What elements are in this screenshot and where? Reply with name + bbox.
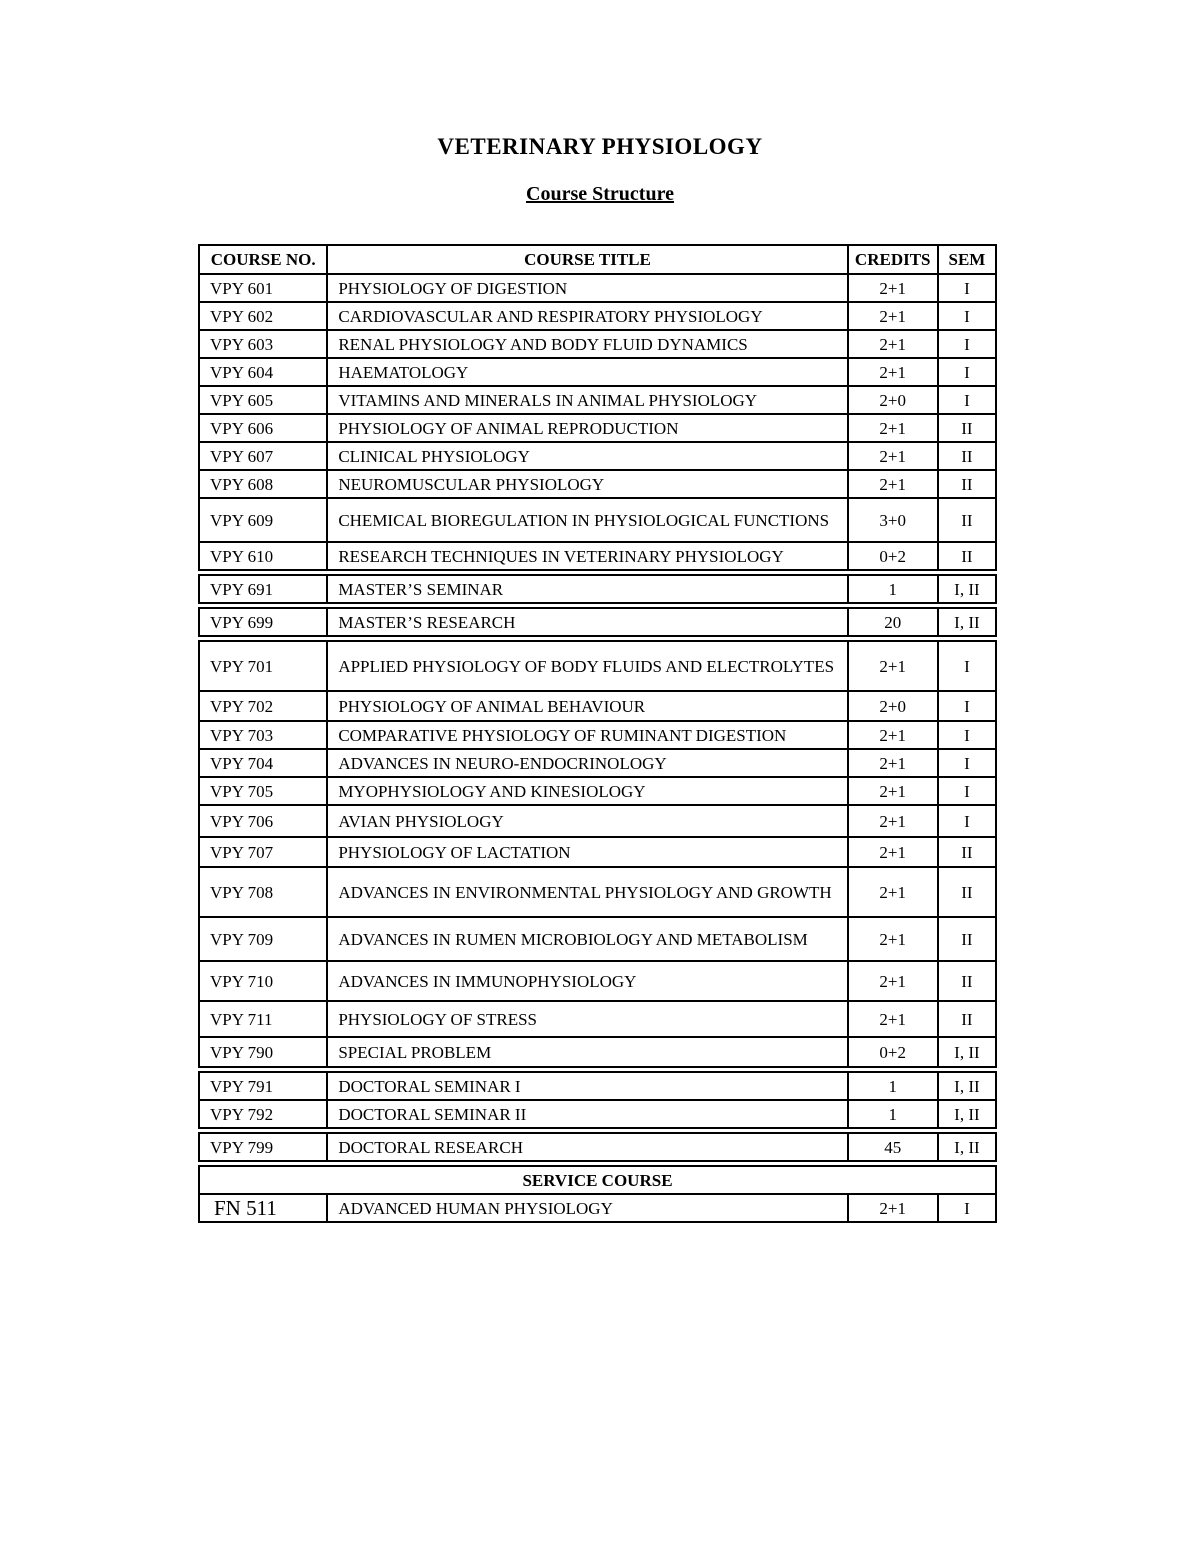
course-title-cell: RENAL PHYSIOLOGY AND BODY FLUID DYNAMICS [327, 330, 847, 358]
sem-cell: I, II [938, 1133, 996, 1161]
service-credits-cell: 2+1 [848, 1194, 938, 1222]
course-title-cell: PHYSIOLOGY OF STRESS [327, 1001, 847, 1037]
course-no-cell: VPY 608 [199, 470, 327, 498]
service-course-no-cell: FN 511 [199, 1194, 327, 1222]
course-title-cell: CHEMICAL BIOREGULATION IN PHYSIOLOGICAL FUNCTIONS [327, 498, 847, 542]
course-no-cell: VPY 704 [199, 749, 327, 777]
sem-cell: I [938, 805, 996, 837]
sem-cell: I, II [938, 1072, 996, 1100]
table-row [199, 302, 996, 330]
credits-cell: 2+1 [848, 805, 938, 837]
sem-cell: I, II [938, 575, 996, 603]
credits-cell: 2+1 [848, 470, 938, 498]
credits-cell: 2+1 [848, 302, 938, 330]
course-no-cell: VPY 791 [199, 1072, 327, 1100]
credits-cell: 45 [848, 1133, 938, 1161]
sem-cell: II [938, 414, 996, 442]
sem-cell: I [938, 330, 996, 358]
course-title-cell: VITAMINS AND MINERALS IN ANIMAL PHYSIOLOGY [327, 386, 847, 414]
course-no-cell: VPY 709 [199, 917, 327, 961]
sem-cell: I [938, 641, 996, 691]
table-row [199, 1100, 996, 1128]
credits-cell: 2+0 [848, 386, 938, 414]
credits-cell: 2+1 [848, 442, 938, 470]
course-no-cell: VPY 610 [199, 542, 327, 570]
table-row [199, 274, 996, 302]
course-no-cell: VPY 701 [199, 641, 327, 691]
course-no-cell: VPY 609 [199, 498, 327, 542]
course-no-cell: VPY 699 [199, 608, 327, 636]
course-no-cell: VPY 799 [199, 1133, 327, 1161]
course-title-cell: DOCTORAL SEMINAR I [327, 1072, 847, 1100]
course-no-cell: VPY 601 [199, 274, 327, 302]
table-row [199, 691, 996, 721]
course-no-cell: VPY 607 [199, 442, 327, 470]
course-title-cell: PHYSIOLOGY OF ANIMAL REPRODUCTION [327, 414, 847, 442]
course-no-cell: VPY 691 [199, 575, 327, 603]
credits-cell: 2+0 [848, 691, 938, 721]
sem-cell: II [938, 961, 996, 1001]
credits-cell: 2+1 [848, 961, 938, 1001]
course-no-cell: VPY 708 [199, 867, 327, 917]
course-title-cell: DOCTORAL SEMINAR II [327, 1100, 847, 1128]
sem-cell: II [938, 917, 996, 961]
credits-cell: 1 [848, 1100, 938, 1128]
course-no-cell: VPY 710 [199, 961, 327, 1001]
course-title-cell: COMPARATIVE PHYSIOLOGY OF RUMINANT DIGESTION [327, 721, 847, 749]
header-course-no: COURSE NO. [199, 245, 327, 274]
course-title-cell: DOCTORAL RESEARCH [327, 1133, 847, 1161]
course-no-cell: VPY 707 [199, 837, 327, 867]
sem-cell: II [938, 498, 996, 542]
table-row [199, 961, 996, 1001]
course-no-cell: VPY 711 [199, 1001, 327, 1037]
credits-cell: 2+1 [848, 749, 938, 777]
credits-cell: 2+1 [848, 330, 938, 358]
course-title-cell: RESEARCH TECHNIQUES IN VETERINARY PHYSIOLOGY [327, 542, 847, 570]
course-title-cell: CLINICAL PHYSIOLOGY [327, 442, 847, 470]
course-title-cell: PHYSIOLOGY OF DIGESTION [327, 274, 847, 302]
page-subtitle: Course Structure [526, 183, 674, 205]
sem-cell: II [938, 542, 996, 570]
table-row [199, 805, 996, 837]
course-table [198, 244, 997, 1223]
sem-cell: I [938, 691, 996, 721]
table-row [199, 1133, 996, 1161]
credits-cell: 2+1 [848, 358, 938, 386]
course-title-cell: ADVANCES IN IMMUNOPHYSIOLOGY [327, 961, 847, 1001]
course-no-cell: VPY 790 [199, 1037, 327, 1067]
table-row [199, 414, 996, 442]
service-course-row [199, 1194, 996, 1222]
sem-cell: I [938, 358, 996, 386]
table-row [199, 777, 996, 805]
table-row [199, 608, 996, 636]
service-course-heading-row [199, 1166, 996, 1194]
table-row [199, 837, 996, 867]
table-row [199, 867, 996, 917]
table-row [199, 358, 996, 386]
service-sem-cell: I [938, 1194, 996, 1222]
table-row [199, 1072, 996, 1100]
course-no-cell: VPY 603 [199, 330, 327, 358]
course-title-cell: PHYSIOLOGY OF ANIMAL BEHAVIOUR [327, 691, 847, 721]
sem-cell: I, II [938, 608, 996, 636]
sem-cell: II [938, 442, 996, 470]
course-title-cell: PHYSIOLOGY OF LACTATION [327, 837, 847, 867]
credits-cell: 1 [848, 1072, 938, 1100]
header-sem: SEM [938, 245, 996, 274]
credits-cell: 2+1 [848, 1001, 938, 1037]
table-row [199, 1037, 996, 1067]
table-row [199, 641, 996, 691]
sem-cell: II [938, 867, 996, 917]
credits-cell: 20 [848, 608, 938, 636]
sem-cell: I [938, 777, 996, 805]
course-no-cell: VPY 703 [199, 721, 327, 749]
course-no-cell: VPY 702 [199, 691, 327, 721]
course-title-cell: ADVANCES IN RUMEN MICROBIOLOGY AND METABOLISM [327, 917, 847, 961]
credits-cell: 2+1 [848, 274, 938, 302]
page-title: VETERINARY PHYSIOLOGY [437, 134, 763, 159]
credits-cell: 2+1 [848, 777, 938, 805]
table-row [199, 917, 996, 961]
course-no-cell: VPY 705 [199, 777, 327, 805]
sem-cell: I [938, 721, 996, 749]
course-no-cell: VPY 706 [199, 805, 327, 837]
table-row [199, 749, 996, 777]
course-title-cell: CARDIOVASCULAR AND RESPIRATORY PHYSIOLOGY [327, 302, 847, 330]
sem-cell: I, II [938, 1100, 996, 1128]
table-row [199, 498, 996, 542]
header-credits: CREDITS [848, 245, 938, 274]
course-title-cell: ADVANCES IN ENVIRONMENTAL PHYSIOLOGY AND GROWTH [327, 867, 847, 917]
table-row [199, 442, 996, 470]
table-row [199, 1001, 996, 1037]
sem-cell: I, II [938, 1037, 996, 1067]
course-title-cell: APPLIED PHYSIOLOGY OF BODY FLUIDS AND ELECTROLYTES [327, 641, 847, 691]
sem-cell: I [938, 749, 996, 777]
sem-cell: I [938, 274, 996, 302]
credits-cell: 0+2 [848, 542, 938, 570]
course-no-cell: VPY 604 [199, 358, 327, 386]
sem-cell: II [938, 1001, 996, 1037]
table-row [199, 386, 996, 414]
header-course-title: COURSE TITLE [327, 245, 847, 274]
course-title-cell: SPECIAL PROBLEM [327, 1037, 847, 1067]
course-title-cell: AVIAN PHYSIOLOGY [327, 805, 847, 837]
credits-cell: 1 [848, 575, 938, 603]
table-row [199, 575, 996, 603]
credits-cell: 2+1 [848, 867, 938, 917]
course-no-cell: VPY 792 [199, 1100, 327, 1128]
table-row [199, 542, 996, 570]
sem-cell: I [938, 386, 996, 414]
credits-cell: 2+1 [848, 837, 938, 867]
table-row [199, 330, 996, 358]
sem-cell: I [938, 302, 996, 330]
course-title-cell: MASTER’S SEMINAR [327, 575, 847, 603]
credits-cell: 2+1 [848, 414, 938, 442]
credits-cell: 2+1 [848, 641, 938, 691]
course-table-body [199, 245, 996, 1222]
table-row [199, 470, 996, 498]
table-row [199, 721, 996, 749]
course-title-cell: HAEMATOLOGY [327, 358, 847, 386]
credits-cell: 2+1 [848, 721, 938, 749]
sem-cell: II [938, 470, 996, 498]
service-course-title-cell: ADVANCED HUMAN PHYSIOLOGY [327, 1194, 847, 1222]
credits-cell: 2+1 [848, 917, 938, 961]
service-course-heading: SERVICE COURSE [199, 1166, 996, 1194]
course-no-cell: VPY 606 [199, 414, 327, 442]
course-no-cell: VPY 602 [199, 302, 327, 330]
table-header-row [199, 245, 996, 274]
credits-cell: 0+2 [848, 1037, 938, 1067]
sem-cell: II [938, 837, 996, 867]
course-title-cell: MYOPHYSIOLOGY AND KINESIOLOGY [327, 777, 847, 805]
course-no-cell: VPY 605 [199, 386, 327, 414]
course-title-cell: NEUROMUSCULAR PHYSIOLOGY [327, 470, 847, 498]
course-title-cell: ADVANCES IN NEURO-ENDOCRINOLOGY [327, 749, 847, 777]
course-title-cell: MASTER’S RESEARCH [327, 608, 847, 636]
credits-cell: 3+0 [848, 498, 938, 542]
